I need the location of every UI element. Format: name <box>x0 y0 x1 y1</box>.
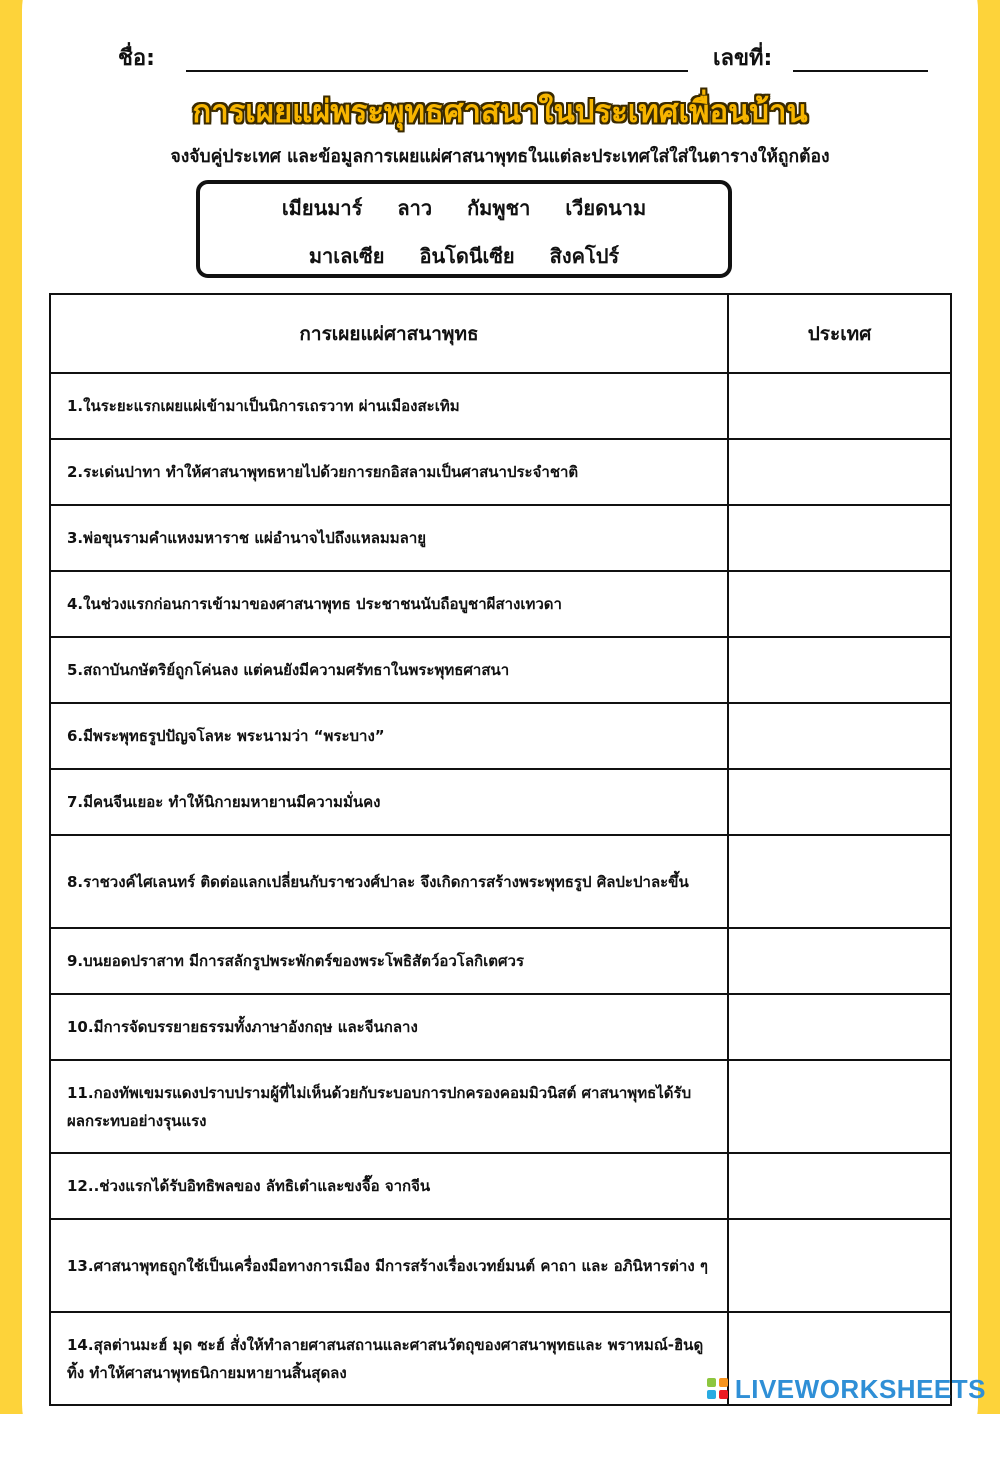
word-cambodia[interactable]: กัมพูชา <box>467 192 530 224</box>
table-row <box>50 769 951 835</box>
liveworksheets-logo-icon <box>707 1378 729 1400</box>
table-row <box>50 703 951 769</box>
table-row <box>50 1219 951 1312</box>
statement-5: 5.สถาบันกษัตริย์ถูกโค่นลง แต่คนยังมีความศรัทธาในพระพุทธศาสนา <box>50 637 728 703</box>
statement-13: 13.ศาสนาพุทธถูกใช้เป็นเครื่องมือทางการเมือง มีการสร้างเรื่องเวทย์มนต์ คาถา และ อภินิหารต่าง ๆ <box>50 1219 728 1312</box>
instruction-text: จงจับคู่ประเทศ และข้อมูลการเผยแผ่ศาสนาพุทธในแต่ละประเทศใส่ใส่ในตารางให้ถูกต้อง <box>0 142 1000 170</box>
table-row <box>50 637 951 703</box>
header-country: ประเทศ <box>728 294 951 373</box>
answer-cell-5[interactable] <box>728 637 951 703</box>
statement-9: 9.บนยอดปราสาท มีการสลักรูปพระพักตร์ของพระโพธิสัตว์อวโลกิเตศวร <box>50 928 728 994</box>
table-row <box>50 1153 951 1219</box>
statement-4: 4.ในช่วงแรกก่อนการเข้ามาของศาสนาพุทธ ประชาชนนับถือบูชาผีสางเทวดา <box>50 571 728 637</box>
matching-table <box>49 293 952 1406</box>
answer-cell-9[interactable] <box>728 928 951 994</box>
word-bank-row-1 <box>200 192 728 224</box>
table-row <box>50 571 951 637</box>
statement-12: 12..ช่วงแรกได้รับอิทธิพลของ ลัทธิเต๋าและขงจื๊อ จากจีน <box>50 1153 728 1219</box>
statement-2: 2.ระเด่นปาทา ทำให้ศาสนาพุทธหายไปด้วยการยกอิสลามเป็นศาสนาประจำชาติ <box>50 439 728 505</box>
statement-10: 10.มีการจัดบรรยายธรรมทั้งภาษาอังกฤษ และจีนกลาง <box>50 994 728 1060</box>
table-row <box>50 928 951 994</box>
word-vietnam[interactable]: เวียดนาม <box>565 192 646 224</box>
statement-14: 14.สุลต่านมะฮ์ มุด ซะฮ์ สั่งให้ทำลายศาสนสถานและศาสนวัตถุของศาสนาพุทธและ พราหมณ์-ฮินดูทิ้ง ทำให้ศาสนาพุทธนิกายมหายานสิ้นสุดลง <box>50 1312 728 1405</box>
answer-cell-4[interactable] <box>728 571 951 637</box>
word-bank-row-2 <box>200 240 728 272</box>
liveworksheets-watermark <box>707 1372 986 1406</box>
answer-cell-10[interactable] <box>728 994 951 1060</box>
statement-6: 6.มีพระพุทธรูปปัญจโลหะ พระนามว่า “พระบาง” <box>50 703 728 769</box>
table-row <box>50 994 951 1060</box>
statement-3: 3.พ่อขุนรามคำแหงมหาราช แผ่อำนาจไปถึงแหลมมลายู <box>50 505 728 571</box>
table-row <box>50 1060 951 1153</box>
number-label: เลขที่: <box>713 40 772 75</box>
statement-8: 8.ราชวงค์ไศเลนทร์ ติดต่อแลกเปลี่ยนกับราชวงศ์ปาละ จึงเกิดการสร้างพระพุทธรูป ศิลปะปาละขึ้น <box>50 835 728 928</box>
number-field[interactable] <box>793 70 928 72</box>
word-indonesia[interactable]: อินโดนีเซีย <box>419 240 514 272</box>
name-field[interactable] <box>186 70 688 72</box>
student-info-row <box>0 38 1000 78</box>
answer-cell-2[interactable] <box>728 439 951 505</box>
header-buddhism-spread: การเผยแผ่ศาสนาพุทธ <box>50 294 728 373</box>
answer-cell-7[interactable] <box>728 769 951 835</box>
statement-1: 1.ในระยะแรกเผยแผ่เข้ามาเป็นนิการเถรวาท ผ่านเมืองสะเทิม <box>50 373 728 439</box>
word-myanmar[interactable]: เมียนมาร์ <box>282 192 363 224</box>
answer-cell-13[interactable] <box>728 1219 951 1312</box>
answer-cell-3[interactable] <box>728 505 951 571</box>
answer-cell-11[interactable] <box>728 1060 951 1153</box>
answer-cell-6[interactable] <box>728 703 951 769</box>
word-malaysia[interactable]: มาเลเซีย <box>309 240 385 272</box>
table-row <box>50 505 951 571</box>
name-label: ชื่อ: <box>118 40 155 75</box>
table-row <box>50 835 951 928</box>
answer-cell-12[interactable] <box>728 1153 951 1219</box>
statement-7: 7.มีคนจีนเยอะ ทำให้นิกายมหายานมีความมั่นคง <box>50 769 728 835</box>
table-header-row <box>50 294 951 373</box>
watermark-text: LIVEWORKSHEETS <box>735 1374 986 1405</box>
word-singapore[interactable]: สิงคโปร์ <box>550 240 620 272</box>
answer-cell-8[interactable] <box>728 835 951 928</box>
word-bank <box>196 180 732 278</box>
statement-11: 11.กองทัพเขมรแดงปราบปรามผู้ที่ไม่เห็นด้วยกับระบอบการปกครองคอมมิวนิสต์ ศาสนาพุทธได้รับผลกระทบอย่างรุนแรง <box>50 1060 728 1153</box>
page-title: การเผยแผ่พระพุทธศาสนาในประเทศเพื่อนบ้าน <box>0 86 1000 136</box>
word-laos[interactable]: ลาว <box>397 192 432 224</box>
table-row <box>50 439 951 505</box>
table-row <box>50 373 951 439</box>
answer-cell-1[interactable] <box>728 373 951 439</box>
